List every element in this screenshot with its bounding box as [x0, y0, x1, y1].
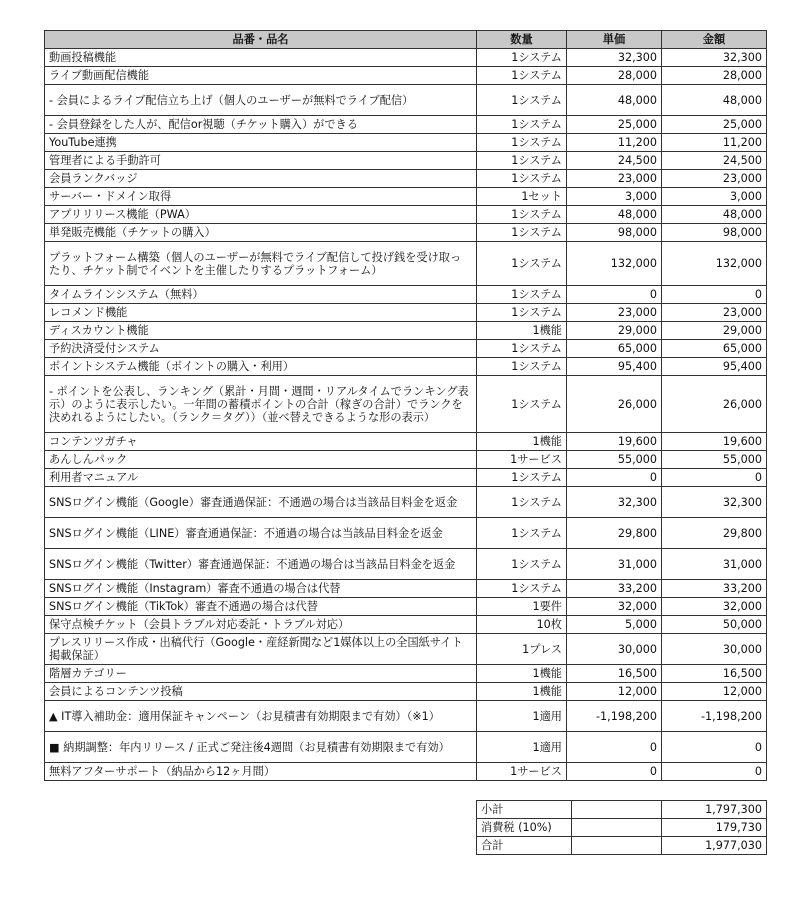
amount-cell: 95,400: [662, 358, 767, 376]
table-row: [45, 224, 767, 242]
quantity-cell: 1システム: [477, 134, 567, 152]
table-row: [45, 376, 767, 433]
quantity-cell: 1システム: [477, 85, 567, 116]
amount-cell: 50,000: [662, 616, 767, 634]
table-row: [45, 322, 767, 340]
quantity-cell: 1システム: [477, 152, 567, 170]
quantity-cell: 1機能: [477, 665, 567, 683]
item-name-cell: ポイントシステム機能（ポイントの購入・利用）: [45, 358, 477, 376]
item-name-cell: 保守点検チケット（会員トラブル対応委託・トラブル対応）: [45, 616, 477, 634]
unit-price-cell: 12,000: [567, 683, 662, 701]
unit-price-cell: 16,500: [567, 665, 662, 683]
table-row: [45, 701, 767, 732]
unit-price-cell: 29,800: [567, 518, 662, 549]
amount-cell: 3,000: [662, 188, 767, 206]
table-row: [45, 683, 767, 701]
quantity-cell: 1システム: [477, 116, 567, 134]
amount-cell: 31,000: [662, 549, 767, 580]
unit-price-cell: 30,000: [567, 634, 662, 665]
quantity-cell: 1システム: [477, 206, 567, 224]
table-row: [45, 170, 767, 188]
amount-cell: 19,600: [662, 433, 767, 451]
table-row: [45, 188, 767, 206]
tax-row: [477, 819, 767, 837]
unit-price-cell: 23,000: [567, 304, 662, 322]
table-row: [45, 67, 767, 85]
quantity-cell: 1適用: [477, 701, 567, 732]
table-row: [45, 732, 767, 763]
amount-cell: 48,000: [662, 85, 767, 116]
header-row: [45, 31, 767, 49]
header-amount: 金額: [662, 31, 767, 49]
quantity-cell: 1システム: [477, 518, 567, 549]
quantity-cell: 1機能: [477, 683, 567, 701]
unit-price-cell: 48,000: [567, 85, 662, 116]
item-name-cell: 会員ランクバッジ: [45, 170, 477, 188]
item-name-cell: アプリリリース機能（PWA）: [45, 206, 477, 224]
quantity-cell: 10枚: [477, 616, 567, 634]
amount-cell: 55,000: [662, 451, 767, 469]
unit-price-cell: 132,000: [567, 242, 662, 286]
table-row: [45, 598, 767, 616]
unit-price-cell: 29,000: [567, 322, 662, 340]
amount-cell: 65,000: [662, 340, 767, 358]
item-name-cell: 会員によるコンテンツ投稿: [45, 683, 477, 701]
subtotal-value: 1,797,300: [662, 801, 767, 819]
amount-cell: 0: [662, 732, 767, 763]
quote-table: [44, 30, 767, 781]
line-items: [45, 49, 767, 781]
quantity-cell: 1サービス: [477, 763, 567, 781]
table-row: [45, 549, 767, 580]
amount-cell: 16,500: [662, 665, 767, 683]
quantity-cell: 1システム: [477, 242, 567, 286]
item-name-cell: SNSログイン機能（Twitter）審査通過保証：不通過の場合は当該品目料金を返金: [45, 549, 477, 580]
amount-cell: 29,800: [662, 518, 767, 549]
table-row: [45, 49, 767, 67]
unit-price-cell: 0: [567, 469, 662, 487]
unit-price-cell: 28,000: [567, 67, 662, 85]
item-name-cell: - 会員登録をした人が、配信or視聴（チケット購入）ができる: [45, 116, 477, 134]
table-row: [45, 242, 767, 286]
tax-label: 消費税 (10%): [477, 819, 572, 837]
amount-cell: 25,000: [662, 116, 767, 134]
table-row: [45, 487, 767, 518]
unit-price-cell: 98,000: [567, 224, 662, 242]
header-quantity: 数量: [477, 31, 567, 49]
amount-cell: 132,000: [662, 242, 767, 286]
table-row: [45, 451, 767, 469]
amount-cell: 32,300: [662, 487, 767, 518]
table-row: [45, 634, 767, 665]
unit-price-cell: 31,000: [567, 549, 662, 580]
table-row: [45, 286, 767, 304]
unit-price-cell: 3,000: [567, 188, 662, 206]
table-row: [45, 518, 767, 549]
amount-cell: 23,000: [662, 170, 767, 188]
item-name-cell: 階層カテゴリー: [45, 665, 477, 683]
item-name-cell: ライブ動画配信機能: [45, 67, 477, 85]
unit-price-cell: 65,000: [567, 340, 662, 358]
table-row: [45, 340, 767, 358]
quantity-cell: 1システム: [477, 49, 567, 67]
quantity-cell: 1サービス: [477, 451, 567, 469]
unit-price-cell: 24,500: [567, 152, 662, 170]
quantity-cell: 1システム: [477, 286, 567, 304]
quantity-cell: 1システム: [477, 376, 567, 433]
amount-cell: 32,000: [662, 598, 767, 616]
item-name-cell: ▲ IT導入補助金：適用保証キャンペーン（お見積書有効期限まで有効）（※1）: [45, 701, 477, 732]
item-name-cell: 動画投稿機能: [45, 49, 477, 67]
item-name-cell: コンテンツガチャ: [45, 433, 477, 451]
amount-cell: 98,000: [662, 224, 767, 242]
item-name-cell: 無料アフターサポート（納品から12ヶ月間）: [45, 763, 477, 781]
quantity-cell: 1システム: [477, 224, 567, 242]
header-item: 品番・品名: [45, 31, 477, 49]
item-name-cell: レコメンド機能: [45, 304, 477, 322]
amount-cell: 0: [662, 286, 767, 304]
item-name-cell: - ポイントを公表し、ランキング（累計・月間・週間・リアルタイムでランキング表示）のように表示したい。一年間の蓄積ポイントの合計（稼ぎの合計）でランクを決めれるようにしたい。（ランク＝タグ））（並べ替えできるような形の表示）: [45, 376, 477, 433]
item-name-cell: SNSログイン機能（Instagram）審査不通過の場合は代替: [45, 580, 477, 598]
quantity-cell: 1システム: [477, 549, 567, 580]
header-unit-price: 単価: [567, 31, 662, 49]
unit-price-cell: 95,400: [567, 358, 662, 376]
amount-cell: 48,000: [662, 206, 767, 224]
amount-cell: 24,500: [662, 152, 767, 170]
quantity-cell: 1システム: [477, 67, 567, 85]
item-name-cell: ■ 納期調整：年内リリース / 正式ご発注後4週間（お見積書有効期限まで有効）: [45, 732, 477, 763]
amount-cell: 12,000: [662, 683, 767, 701]
unit-price-cell: 23,000: [567, 170, 662, 188]
item-name-cell: 利用者マニュアル: [45, 469, 477, 487]
item-name-cell: SNSログイン機能（LINE）審査通過保証：不通過の場合は当該品目料金を返金: [45, 518, 477, 549]
amount-cell: 28,000: [662, 67, 767, 85]
quantity-cell: 1システム: [477, 304, 567, 322]
quantity-cell: 1システム: [477, 170, 567, 188]
quantity-cell: 1機能: [477, 433, 567, 451]
table-row: [45, 134, 767, 152]
total-label: 合計: [477, 837, 572, 855]
amount-cell: -1,198,200: [662, 701, 767, 732]
unit-price-cell: 0: [567, 763, 662, 781]
item-name-cell: ディスカウント機能: [45, 322, 477, 340]
table-row: [45, 304, 767, 322]
table-row: [45, 116, 767, 134]
total-row: [477, 837, 767, 855]
quantity-cell: 1システム: [477, 469, 567, 487]
item-name-cell: SNSログイン機能（TikTok）審査不通過の場合は代替: [45, 598, 477, 616]
subtotal-label: 小計: [477, 801, 572, 819]
amount-cell: 26,000: [662, 376, 767, 433]
table-row: [45, 763, 767, 781]
item-name-cell: あんしんパック: [45, 451, 477, 469]
amount-cell: 29,000: [662, 322, 767, 340]
unit-price-cell: 0: [567, 732, 662, 763]
unit-price-cell: 25,000: [567, 116, 662, 134]
quantity-cell: 1プレス: [477, 634, 567, 665]
amount-cell: 0: [662, 763, 767, 781]
unit-price-cell: 32,300: [567, 487, 662, 518]
unit-price-cell: 5,000: [567, 616, 662, 634]
unit-price-cell: 11,200: [567, 134, 662, 152]
item-name-cell: 単発販売機能（チケットの購入）: [45, 224, 477, 242]
item-name-cell: プレスリリース作成・出稿代行（Google・産経新聞など1媒体以上の全国紙サイト掲載保証）: [45, 634, 477, 665]
totals-table: [476, 800, 767, 855]
quantity-cell: 1セット: [477, 188, 567, 206]
table-row: [45, 665, 767, 683]
total-value: 1,977,030: [662, 837, 767, 855]
tax-value: 179,730: [662, 819, 767, 837]
table-row: [45, 469, 767, 487]
subtotal-row: [477, 801, 767, 819]
unit-price-cell: 0: [567, 286, 662, 304]
quantity-cell: 1システム: [477, 487, 567, 518]
item-name-cell: タイムラインシステム（無料）: [45, 286, 477, 304]
unit-price-cell: 48,000: [567, 206, 662, 224]
quantity-cell: 1システム: [477, 358, 567, 376]
table-row: [45, 433, 767, 451]
unit-price-cell: 32,300: [567, 49, 662, 67]
amount-cell: 30,000: [662, 634, 767, 665]
amount-cell: 33,200: [662, 580, 767, 598]
unit-price-cell: 19,600: [567, 433, 662, 451]
item-name-cell: YouTube連携: [45, 134, 477, 152]
table-row: [45, 580, 767, 598]
item-name-cell: 予約決済受付システム: [45, 340, 477, 358]
quantity-cell: 1システム: [477, 580, 567, 598]
item-name-cell: プラットフォーム構築（個人のユーザーが無料でライブ配信して投げ銭を受け取ったり、チケット制でイベントを主催したりするプラットフォーム）: [45, 242, 477, 286]
unit-price-cell: 55,000: [567, 451, 662, 469]
item-name-cell: SNSログイン機能（Google）審査通過保証：不通過の場合は当該品目料金を返金: [45, 487, 477, 518]
amount-cell: 11,200: [662, 134, 767, 152]
quantity-cell: 1システム: [477, 340, 567, 358]
item-name-cell: - 会員によるライブ配信立ち上げ（個人のユーザーが無料でライブ配信）: [45, 85, 477, 116]
amount-cell: 32,300: [662, 49, 767, 67]
table-row: [45, 152, 767, 170]
quantity-cell: 1機能: [477, 322, 567, 340]
table-row: [45, 616, 767, 634]
unit-price-cell: 32,000: [567, 598, 662, 616]
item-name-cell: サーバー・ドメイン取得: [45, 188, 477, 206]
quantity-cell: 1適用: [477, 732, 567, 763]
unit-price-cell: 33,200: [567, 580, 662, 598]
amount-cell: 23,000: [662, 304, 767, 322]
table-row: [45, 206, 767, 224]
amount-cell: 0: [662, 469, 767, 487]
unit-price-cell: -1,198,200: [567, 701, 662, 732]
item-name-cell: 管理者による手動許可: [45, 152, 477, 170]
quantity-cell: 1要件: [477, 598, 567, 616]
table-row: [45, 85, 767, 116]
table-row: [45, 358, 767, 376]
unit-price-cell: 26,000: [567, 376, 662, 433]
